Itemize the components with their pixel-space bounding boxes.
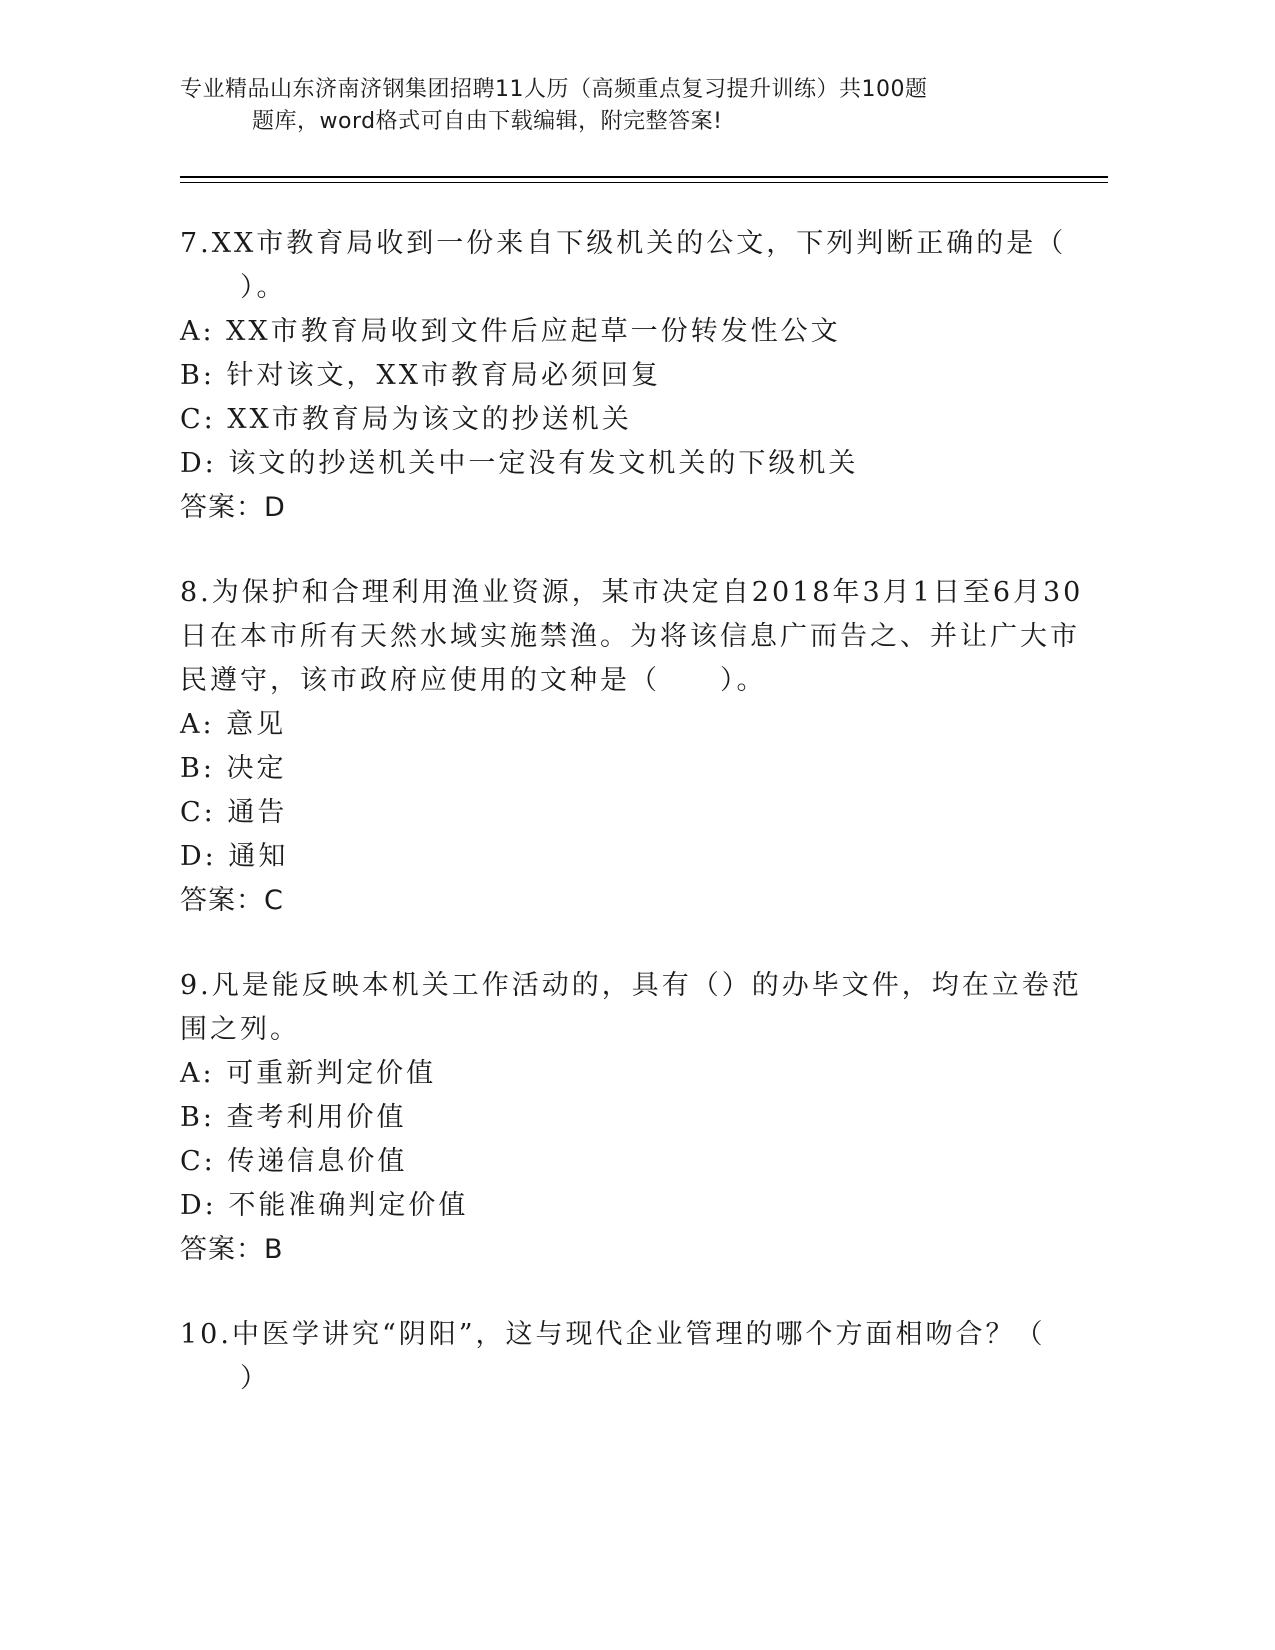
question-8-stem-line-2: 日在本市所有天然水域实施禁渔。为将该信息广而告之、并让广大市: [180, 621, 1080, 652]
question-7-option-d: D: 该文的抄送机关中一定没有发文机关的下级机关: [180, 448, 859, 479]
question-7-stem-line-1: 7.XX市教育局收到一份来自下级机关的公文，下列判断正确的是（: [180, 228, 1067, 259]
question-7-option-c: C: XX市教育局为该文的抄送机关: [180, 404, 632, 435]
question-7-option-b: B: 针对该文，XX市教育局必须回复: [180, 360, 661, 391]
header-divider-thick: [180, 176, 1108, 178]
question-9-answer: 答案：B: [180, 1234, 284, 1265]
question-10-stem-line-2: ）: [180, 1363, 270, 1394]
question-9-option-c: C: 传递信息价值: [180, 1146, 408, 1177]
document-header: [180, 74, 1040, 138]
question-9-stem-line-2: 围之列。: [180, 1014, 300, 1045]
question-7-answer: 答案：D: [180, 492, 286, 523]
question-8-stem-line-1: 8.为保护和合理利用渔业资源，某市决定自2018年3月1日至6月30: [180, 577, 1084, 608]
question-8-option-a: A: 意见: [180, 709, 287, 740]
question-7-option-a: A: XX市教育局收到文件后应起草一份转发性公文: [180, 316, 841, 347]
question-9-stem-line-1: 9.凡是能反映本机关工作活动的，具有（）的办毕文件，均在立卷范: [180, 970, 1082, 1001]
header-title-line-1: 专业精品山东济南济钢集团招聘11人历（高频重点复习提升训练）共100题: [180, 77, 928, 102]
question-9-option-b: B: 查考利用价值: [180, 1102, 407, 1133]
question-7-stem-line-2: ）。: [180, 272, 287, 303]
question-8-option-d: D: 通知: [180, 841, 289, 872]
question-9-option-a: A: 可重新判定价值: [180, 1058, 437, 1089]
header-title-line-2: 题库，word格式可自由下载编辑，附完整答案!: [252, 109, 723, 134]
question-8-stem-line-3: 民遵守，该市政府应使用的文种是（ ）。: [180, 665, 767, 696]
header-divider-thin: [180, 182, 1108, 183]
question-8-option-c: C: 通告: [180, 797, 288, 828]
question-9-option-d: D: 不能准确判定价值: [180, 1190, 469, 1221]
question-8-option-b: B: 决定: [180, 753, 287, 784]
question-10-stem-line-1: 10.中医学讲究“阴阳”，这与现代企业管理的哪个方面相吻合？（: [180, 1319, 1046, 1350]
question-8-answer: 答案：C: [180, 885, 284, 916]
